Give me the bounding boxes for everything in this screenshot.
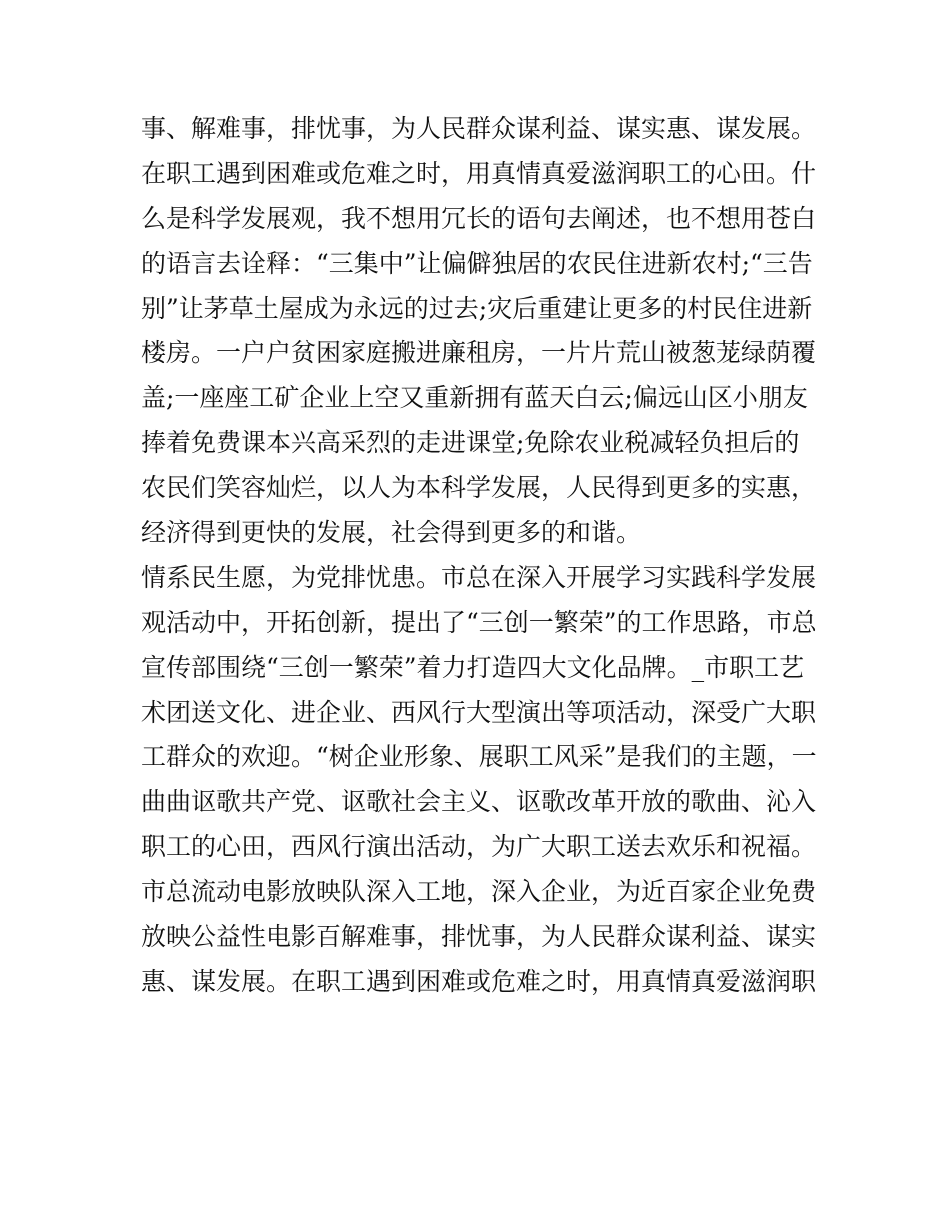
text-line-7: 盖;一座座工矿企业上空又重新拥有蓝天白云;偏远山区小朋友 [141, 383, 808, 413]
text-line-10: 经济得到更快的发展，社会得到更多的和谐。 [141, 518, 642, 548]
text-line-11: 情系民生愿，为党排忧患。市总在深入开展学习实践科学发展 [141, 562, 817, 592]
text-line-4: 的语言去诠释：“三集中”让偏僻独居的农民住进新农村;“三告 [141, 248, 813, 278]
text-line-1: 事、解难事，排忧事，为人民群众谋利益、谋实惠、谋发展。 [141, 114, 817, 143]
text-line-9: 农民们笑容灿烂，以人为本科学发展，人民得到更多的实惠， [141, 473, 817, 503]
text-line-2: 在职工遇到困难或危难之时，用真情真爱滋润职工的心田。什 [141, 158, 817, 188]
text-line-17: 职工的心田，西风行演出活动，为广大职工送去欢乐和祝福。 [141, 832, 817, 862]
text-line-6: 楼房。一户户贫困家庭搬进廉租房，一片片荒山被葱茏绿荫覆 [141, 338, 817, 368]
text-line-16: 曲曲讴歌共产党、讴歌社会主义、讴歌改革开放的歌曲、沁入 [141, 787, 817, 817]
text-line-8: 捧着免费课本兴高采烈的走进课堂;免除农业税减轻负担后的 [141, 428, 800, 458]
text-line-19: 放映公益性电影百解难事，排忧事，为人民群众谋利益、谋实 [141, 922, 817, 952]
text-line-14: 术团送文化、进企业、西风行大型演出等项活动，深受广大职 [141, 697, 817, 727]
text-line-3: 么是科学发展观，我不想用冗长的语句去阐述，也不想用苍白 [141, 203, 817, 233]
body-text [141, 107, 821, 1005]
text-line-18: 市总流动电影放映队深入工地，深入企业，为近百家企业免费 [141, 877, 817, 907]
text-line-5: 别”让茅草土屋成为永远的过去;灾后重建让更多的村民住进新 [141, 293, 813, 323]
text-line-20: 惠、谋发展。在职工遇到困难或危难之时，用真情真爱滋润职 [141, 966, 817, 996]
text-line-13: 宣传部围绕“三创一繁荣”着力打造四大文化品牌。_市职工艺 [141, 652, 805, 682]
text-line-15: 工群众的欢迎。“树企业形象、展职工风采”是我们的主题，一 [141, 742, 817, 772]
text-line-12: 观活动中，开拓创新，提出了“三创一繁荣”的工作思路，市总 [141, 607, 817, 637]
